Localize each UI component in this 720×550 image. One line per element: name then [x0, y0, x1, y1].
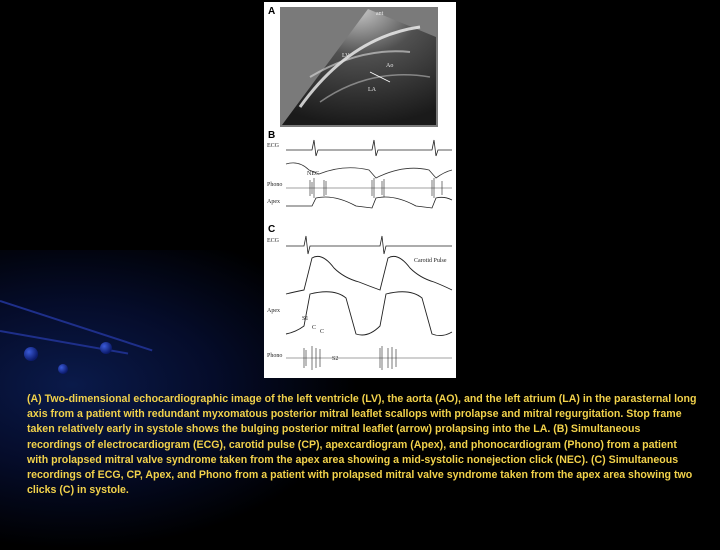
trace-label-apex-b: Apex [267, 199, 280, 205]
decorative-dot [58, 364, 68, 374]
echo-label-la: LA [368, 87, 376, 93]
echocardiogram-image [280, 7, 438, 127]
panel-b-label: B [268, 130, 276, 141]
panel-a-label: A [268, 6, 276, 17]
trace-label-nec: NEC [307, 171, 319, 177]
trace-label-s2: S2 [332, 356, 339, 362]
trace-label-s1: S1 [302, 316, 309, 322]
decorative-dot [24, 347, 38, 361]
echo-label-ao: Ao [386, 63, 394, 69]
trace-label-click-1: C [312, 325, 317, 331]
panel-c-label: C [268, 224, 276, 235]
echo-label-lv: LV [342, 53, 350, 59]
trace-label-click-2: C [320, 329, 325, 335]
trace-label-carotid: Carotid Pulse [414, 258, 447, 264]
trace-label-phono-c: Phono [267, 353, 283, 359]
panel-b-traces [264, 134, 456, 224]
trace-label-ecg-b: ECG [267, 143, 279, 149]
trace-label-phono-b: Phono [267, 182, 283, 188]
trace-label-ecg-c: ECG [267, 238, 279, 244]
medical-figure [264, 2, 456, 378]
trace-label-apex-c: Apex [267, 308, 280, 314]
decorative-dot [100, 342, 112, 354]
figure-caption: (A) Two-dimensional echocardiographic image of the left ventricle (LV), the aorta (AO), and the left atrium (LA) in the parasternal long axis from a patient with redundant myxomatous posterior mitral leaflet scallops with prolapse and mitral regurgitation. Stop frame taken relatively early in systole shows the bulging posterior mitral leaflet (arrow) prolapsing into the LA. (B) Simultaneous recordings of electrocardiogram (ECG), carotid pulse (CP), apexcardiogram (Apex), and phonocardiogram (Phono) from a patient with prolapsed mitral valve syndrome taken from the apex area showing a mid-systolic nonejection click (NEC). (C) Simultaneous recordings of ECG, CP, Apex, and Phono from a patient with prolapsed mitral valve syndrome taken from the apex area showing two clicks (C) in systole. [27, 393, 697, 497]
panel-c-traces [264, 234, 456, 374]
echo-label-ant: ant [376, 11, 384, 17]
echo-sector [280, 7, 438, 127]
